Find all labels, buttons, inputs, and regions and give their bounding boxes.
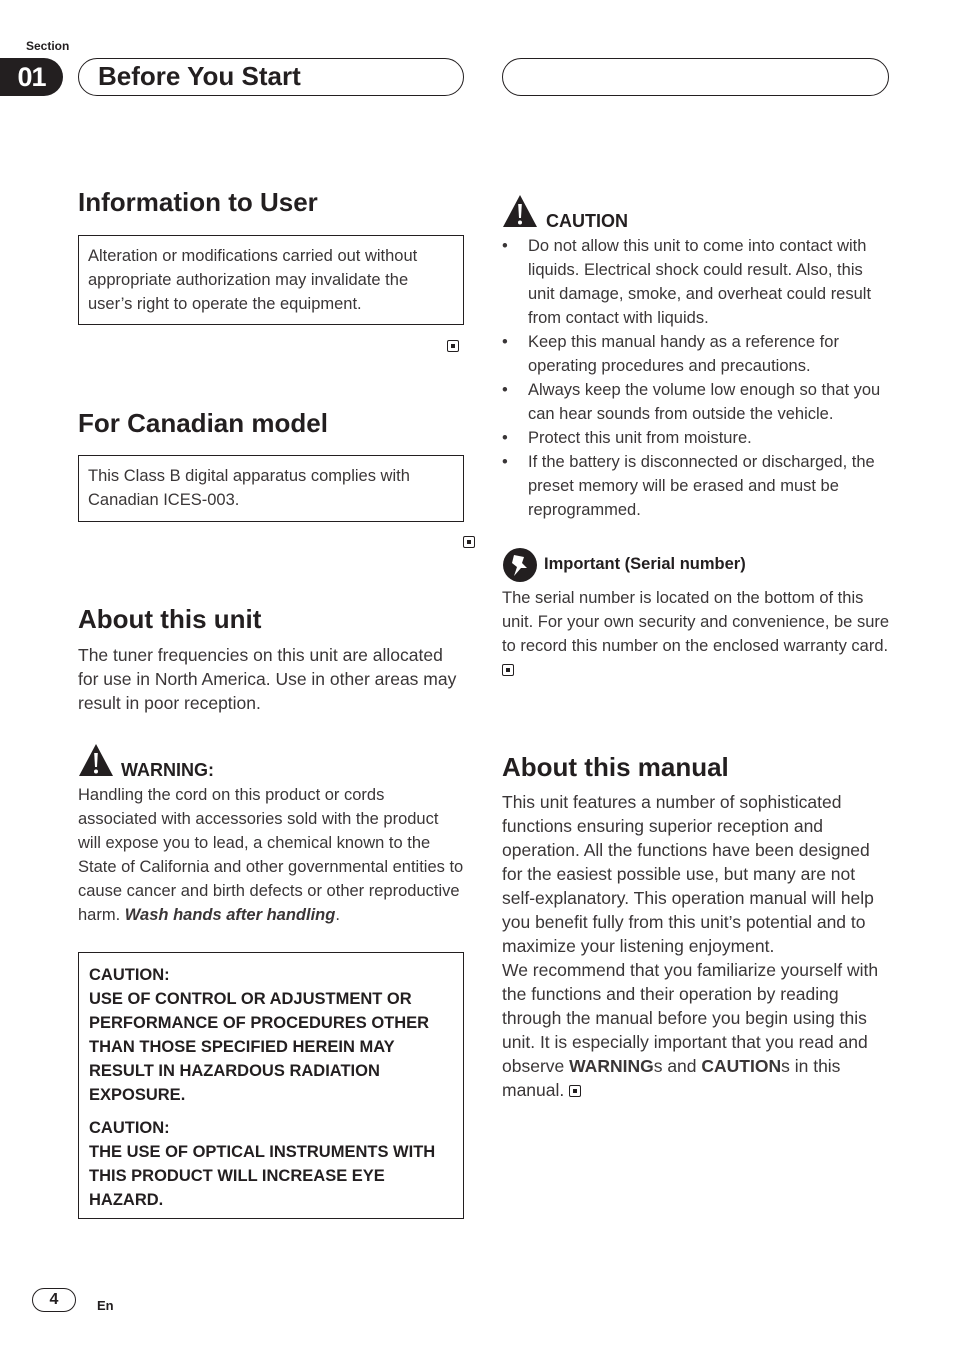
info-user-heading: Information to User — [78, 187, 318, 217]
important-text: The serial number is located on the bottom of this unit. For your own security and convenience, be sure to record this number on the enclosed warranty card. — [502, 589, 890, 655]
about-manual-p2-start: We recommend that you familiarize yourself with the functions and their operation by reading through the manual before you begin using this unit. It is especially important that you read and observe — [502, 960, 879, 1076]
page-number: 4 — [32, 1288, 76, 1312]
section-number: 01 — [0, 58, 63, 96]
important-pin-icon — [502, 547, 538, 583]
end-mark-icon — [569, 1085, 581, 1097]
warning-triangle-icon — [78, 743, 114, 777]
list-item: • Do not allow this unit to come into contact with liquids. Electrical shock could result. Also, this unit damage, smoke, and overheat could result from contact with liquids. — [502, 234, 890, 330]
page-title: Before You Start — [98, 61, 301, 91]
about-unit-heading: About this unit — [78, 604, 262, 634]
warning-label: WARNING: — [121, 760, 214, 780]
about-unit-text: The tuner frequencies on this unit are allocated for use in North America. Use in other areas may result in poor reception. — [78, 645, 457, 713]
list-item: • Always keep the volume low enough so that you can hear sounds from outside the vehicle. — [502, 378, 890, 426]
canadian-box: This Class B digital apparatus complies with Canadian ICES-003. — [78, 455, 464, 522]
caution-label: CAUTION — [546, 211, 628, 231]
caution-list — [502, 234, 890, 522]
language-label: En — [97, 1298, 114, 1313]
laser-caution-paragraph-1: CAUTION: USE OF CONTROL OR ADJUSTMENT OR PERFORMANCE OF PROCEDURES OTHER THAN THOSE SPECIFIED HEREIN MAY RESULT IN HAZARDOUS RADIATION EXPOSURE. — [89, 966, 430, 1104]
end-mark-icon — [502, 664, 514, 676]
end-mark-icon — [447, 340, 459, 352]
header-right-frame — [502, 58, 889, 96]
important-text-block — [502, 586, 890, 682]
laser-caution-paragraph-2: CAUTION: THE USE OF OPTICAL INSTRUMENTS WITH THIS PRODUCT WILL INCREASE EYE HAZARD. — [89, 1119, 436, 1209]
warning-text — [78, 783, 464, 927]
about-manual-paragraph-1: This unit features a number of sophisticated functions ensuring superior reception and operation. All the functions have been designed for the easiest possible use, but many are not self-explanatory. This operation manual will help you benefit fully from this unit’s potential and to maximize your listening enjoyment. — [502, 792, 874, 956]
caution-triangle-icon — [502, 194, 538, 228]
list-item: • Keep this manual handy as a reference for operating procedures and precautions. — [502, 330, 890, 378]
laser-caution-box — [78, 952, 464, 1219]
warning-period: . — [335, 906, 340, 924]
warning-emphasis: Wash hands after handling — [124, 906, 336, 924]
about-manual-heading: About this manual — [502, 752, 729, 782]
caution-keyword: CAUTION — [701, 1056, 782, 1076]
about-manual-paragraph-2 — [502, 958, 890, 1102]
about-manual-p2-mid: s and — [653, 1056, 702, 1076]
end-mark-icon — [463, 536, 475, 548]
important-label: Important (Serial number) — [544, 555, 746, 573]
warning-body: Handling the cord on this product or cords associated with accessories sold with the product will expose you to lead, a chemical known to the State of California and other governmental entities to cause cancer and birth defects or other reproductive harm. — [78, 786, 464, 924]
info-user-box: Alteration or modifications carried out without appropriate authorization may invalidate the user’s right to operate the equipment. — [78, 235, 464, 325]
warning-keyword: WARNING — [569, 1056, 654, 1076]
about-manual-text — [502, 790, 890, 1102]
canadian-heading: For Canadian model — [78, 408, 328, 438]
list-item: • If the battery is disconnected or discharged, the preset memory will be erased and must be reprogrammed. — [502, 450, 890, 522]
section-label: Section — [26, 39, 70, 53]
list-item: • Protect this unit from moisture. — [502, 426, 890, 450]
about-manual-p2-end: s in this manual. — [502, 1056, 841, 1100]
